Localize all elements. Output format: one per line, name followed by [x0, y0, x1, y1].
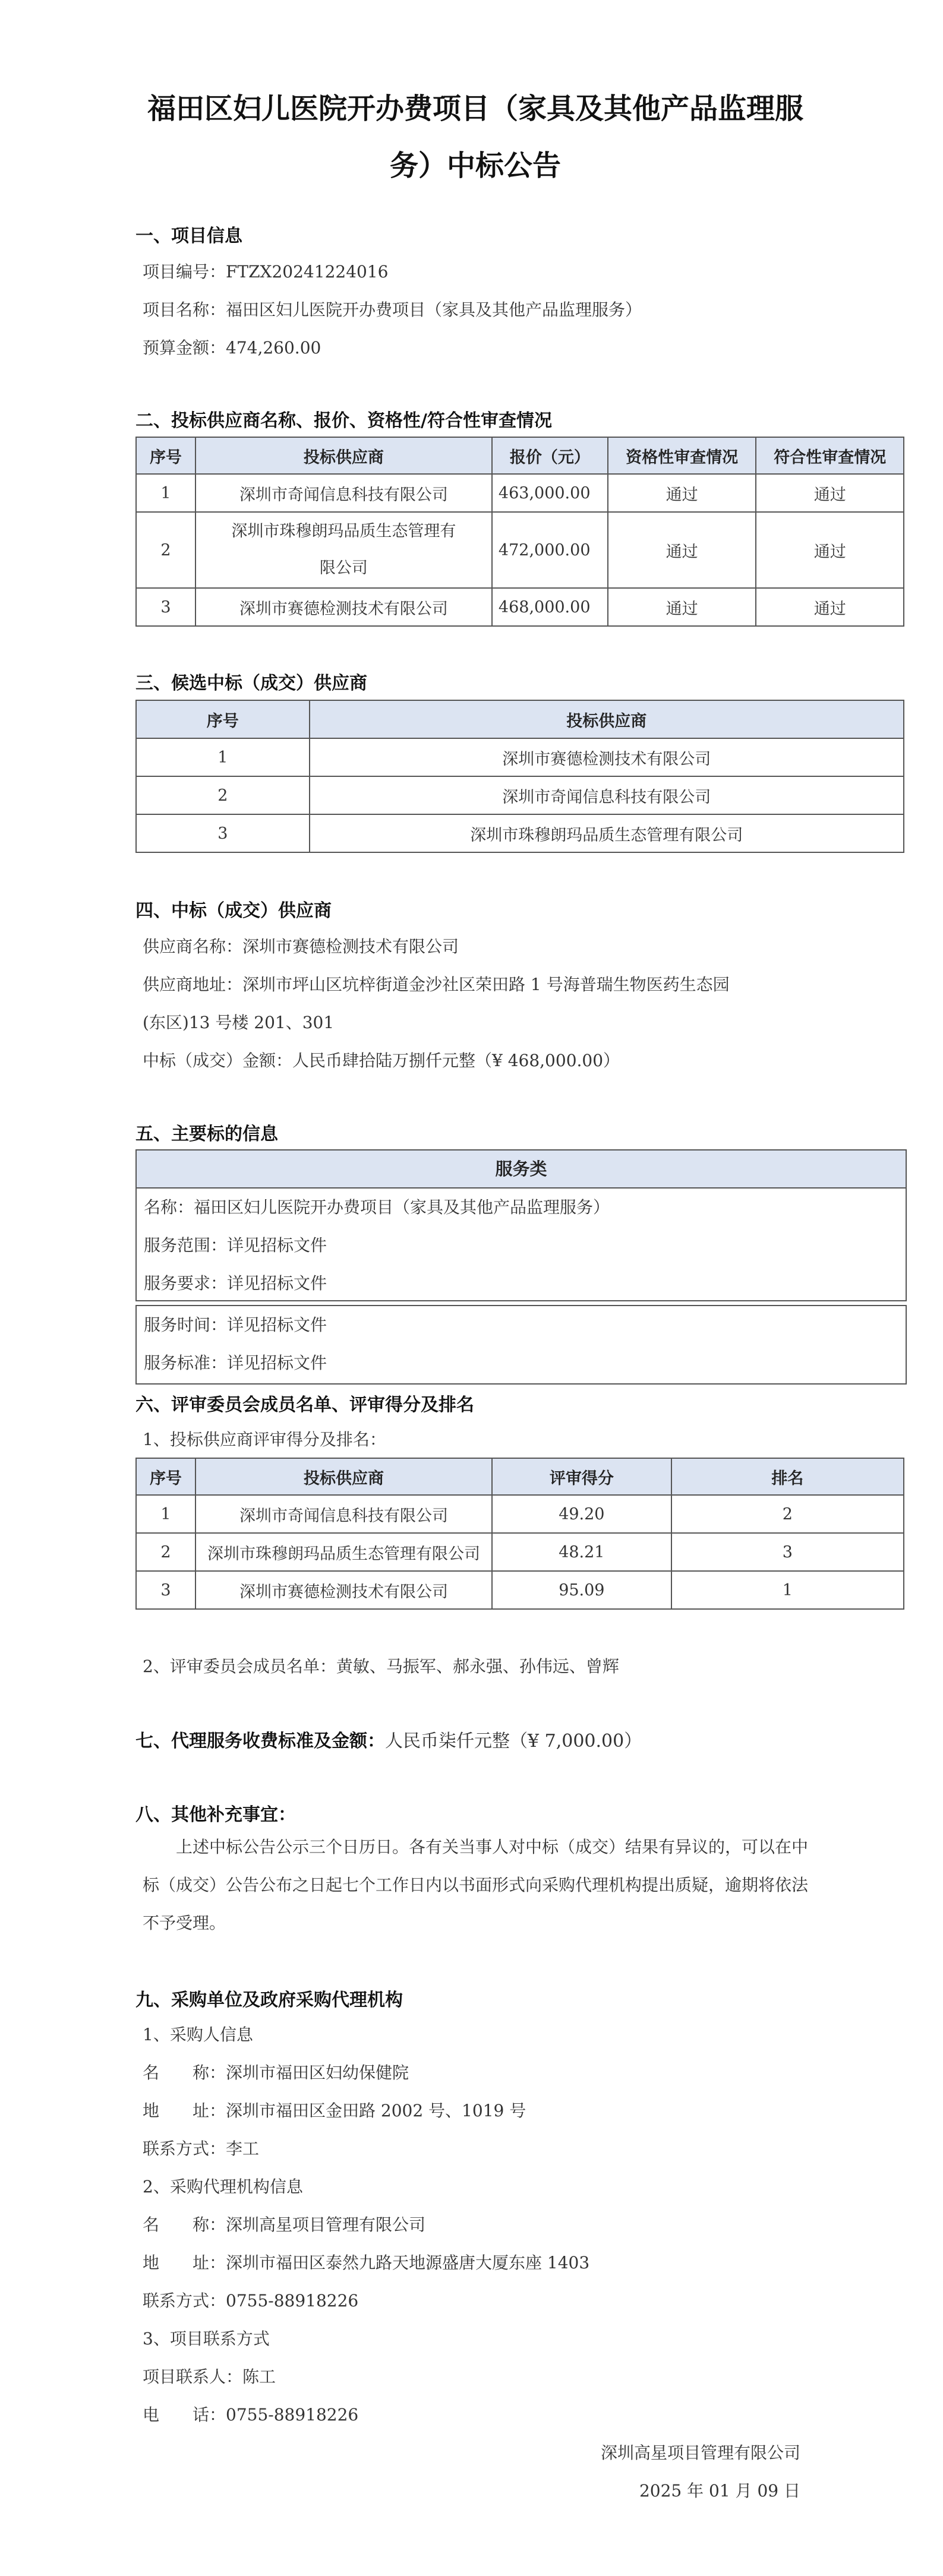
signature-date: 2025 年 01 月 09 日: [639, 2481, 800, 2501]
score-cell: 95.09: [492, 1571, 671, 1609]
supplier-cell-line-1: 深圳市珠穆朗玛品质生态管理有: [231, 522, 456, 541]
table-row: [136, 1533, 904, 1571]
service-scope: 服务范围：详见招标文件: [144, 1235, 327, 1255]
table-row: [136, 776, 904, 814]
project-contact-phone: 电 话：0755-88918226: [143, 2405, 359, 2425]
table-row: [136, 814, 904, 852]
table-row: [136, 1571, 904, 1609]
purchaser-contact: 联系方式：李工: [143, 2139, 260, 2158]
agency-name: 名 称：深圳高星项目管理有限公司: [143, 2215, 426, 2234]
project-code: 项目编号：FTZX20241224016: [143, 262, 389, 282]
signature-org: 深圳高星项目管理有限公司: [600, 2443, 800, 2463]
winner-amount: 中标（成交）金额：人民币肆拾陆万捌仟元整（¥ 468,000.00）: [143, 1051, 620, 1070]
candidate-table: [135, 700, 904, 853]
section-5-heading: 五、主要标的信息: [135, 1124, 278, 1145]
supplier-cell: 深圳市赛德检测技术有限公司: [310, 738, 904, 776]
service-requirement: 服务要求：详见招标文件: [144, 1273, 327, 1293]
col-header: 报价（元）: [492, 437, 608, 474]
row-number: 2: [136, 512, 195, 588]
agency-address: 地 址：深圳市福田区泰然九路天地源盛唐大厦东座 1403: [143, 2253, 590, 2272]
service-info-box: [135, 1149, 907, 1301]
col-header: 投标供应商: [195, 437, 492, 474]
supplier-cell: 深圳市珠穆朗玛品质生态管理有限公司: [310, 814, 904, 852]
agency-subheading: 2、采购代理机构信息: [143, 2177, 303, 2196]
committee-members: 2、评审委员会成员名单：黄敏、马振军、郝永强、孙伟远、曾辉: [143, 1657, 619, 1676]
supplier-cell-line-2: 限公司: [319, 559, 368, 577]
supplier-cell: 深圳市赛德检测技术有限公司: [195, 1571, 492, 1609]
price-cell: 472,000.00: [492, 512, 608, 588]
section-8-heading: 八、其他补充事宜：: [135, 1804, 296, 1825]
service-standard: 服务标准：详见招标文件: [144, 1353, 327, 1373]
section-7-heading-label: 七、代理服务收费标准及金额：: [135, 1731, 385, 1752]
section-1-heading: 一、项目信息: [135, 226, 242, 246]
row-number: 2: [136, 776, 310, 814]
row-number: 3: [136, 588, 195, 626]
purchaser-subheading: 1、采购人信息: [143, 2025, 253, 2044]
rank-cell: 1: [671, 1571, 904, 1609]
section-4-heading: 四、中标（成交）供应商: [135, 900, 332, 921]
price-cell: 463,000.00: [492, 474, 608, 512]
winner-address-line-1: 供应商地址：深圳市坪山区坑梓街道金沙社区荣田路 1 号海普瑞生物医药生态园: [143, 975, 730, 994]
service-time: 服务时间：详见招标文件: [144, 1315, 327, 1335]
table-row: [136, 474, 904, 512]
compliance-cell: 通过: [756, 474, 904, 512]
table-row: [136, 1495, 904, 1533]
row-number: 2: [136, 1533, 195, 1571]
rank-cell: 3: [671, 1533, 904, 1571]
table-row: [136, 588, 904, 626]
section-7-heading: [135, 1726, 642, 1752]
service-info-box-2: [135, 1305, 907, 1385]
agency-contact: 联系方式：0755-88918226: [143, 2291, 359, 2311]
table-header-row: [136, 437, 904, 474]
col-header: 符合性审查情况: [756, 437, 904, 474]
title-line-1: 福田区妇儿医院开办费项目（家具及其他产品监理服: [147, 92, 803, 125]
score-cell: 48.21: [492, 1533, 671, 1571]
supplier-cell: 深圳市赛德检测技术有限公司: [195, 588, 492, 626]
col-header: 排名: [671, 1458, 904, 1495]
score-subheading: 1、投标供应商评审得分及排名：: [143, 1430, 386, 1449]
service-name: 名称：福田区妇儿医院开办费项目（家具及其他产品监理服务）: [144, 1197, 610, 1217]
col-header: 投标供应商: [310, 700, 904, 738]
col-header: 序号: [136, 1458, 195, 1495]
purchaser-address: 地 址：深圳市福田区金田路 2002 号、1019 号: [143, 2101, 526, 2120]
score-cell: 49.20: [492, 1495, 671, 1533]
section-9-heading: 九、采购单位及政府采购代理机构: [135, 1990, 403, 2011]
purchaser-name: 名 称：深圳市福田区妇幼保健院: [143, 2063, 409, 2082]
row-number: 1: [136, 738, 310, 776]
qualification-cell: 通过: [608, 512, 756, 588]
supplier-cell: 深圳市珠穆朗玛品质生态管理有限公司: [195, 1533, 492, 1571]
service-type-header: 服务类: [137, 1150, 906, 1189]
page-title: [119, 80, 832, 194]
supplementary-paragraph: 上述中标公告公示三个日历日。各有关当事人对中标（成交）结果有异议的，可以在中标（成交）公告公布之日起七个工作日内以书面形式向采购代理机构提出质疑，逾期将依法不予受理。: [143, 1837, 809, 1933]
rank-cell: 2: [671, 1495, 904, 1533]
col-header: 序号: [136, 700, 310, 738]
row-number: 3: [136, 1571, 195, 1609]
title-line-2: 务）中标公告: [389, 149, 561, 182]
section-6-heading: 六、评审委员会成员名单、评审得分及排名: [135, 1395, 474, 1415]
table-row: [136, 738, 904, 776]
supplier-cell: 深圳市奇闻信息科技有限公司: [195, 474, 492, 512]
row-number: 1: [136, 1495, 195, 1533]
winner-address-line-2: (东区)13 号楼 201、301: [143, 1013, 335, 1032]
supplier-cell: 深圳市奇闻信息科技有限公司: [195, 1495, 492, 1533]
project-name: 项目名称：福田区妇儿医院开办费项目（家具及其他产品监理服务）: [143, 300, 642, 320]
row-number: 3: [136, 814, 310, 852]
score-table: [135, 1458, 904, 1610]
agency-fee: 人民币柒仟元整（¥ 7,000.00）: [385, 1731, 642, 1752]
col-header: 序号: [136, 437, 195, 474]
supplier-cell: 深圳市奇闻信息科技有限公司: [310, 776, 904, 814]
qualification-cell: 通过: [608, 474, 756, 512]
supplier-cell: [195, 512, 492, 588]
winner-name: 供应商名称：深圳市赛德检测技术有限公司: [143, 937, 459, 956]
table-header-row: [136, 1458, 904, 1495]
col-header: 资格性审查情况: [608, 437, 756, 474]
table-row: [136, 512, 904, 588]
compliance-cell: 通过: [756, 512, 904, 588]
price-cell: 468,000.00: [492, 588, 608, 626]
qualification-cell: 通过: [608, 588, 756, 626]
col-header: 投标供应商: [195, 1458, 492, 1495]
project-contact-person: 项目联系人：陈工: [143, 2367, 276, 2387]
col-header: 评审得分: [492, 1458, 671, 1495]
compliance-cell: 通过: [756, 588, 904, 626]
row-number: 1: [136, 474, 195, 512]
section-2-heading: 二、投标供应商名称、报价、资格性/符合性审查情况: [135, 410, 552, 431]
section-3-heading: 三、候选中标（成交）供应商: [135, 673, 367, 694]
bid-review-table: [135, 437, 904, 627]
budget-amount: 预算金额：474,260.00: [143, 338, 321, 358]
project-contact-subheading: 3、项目联系方式: [143, 2329, 270, 2349]
table-header-row: [136, 700, 904, 738]
